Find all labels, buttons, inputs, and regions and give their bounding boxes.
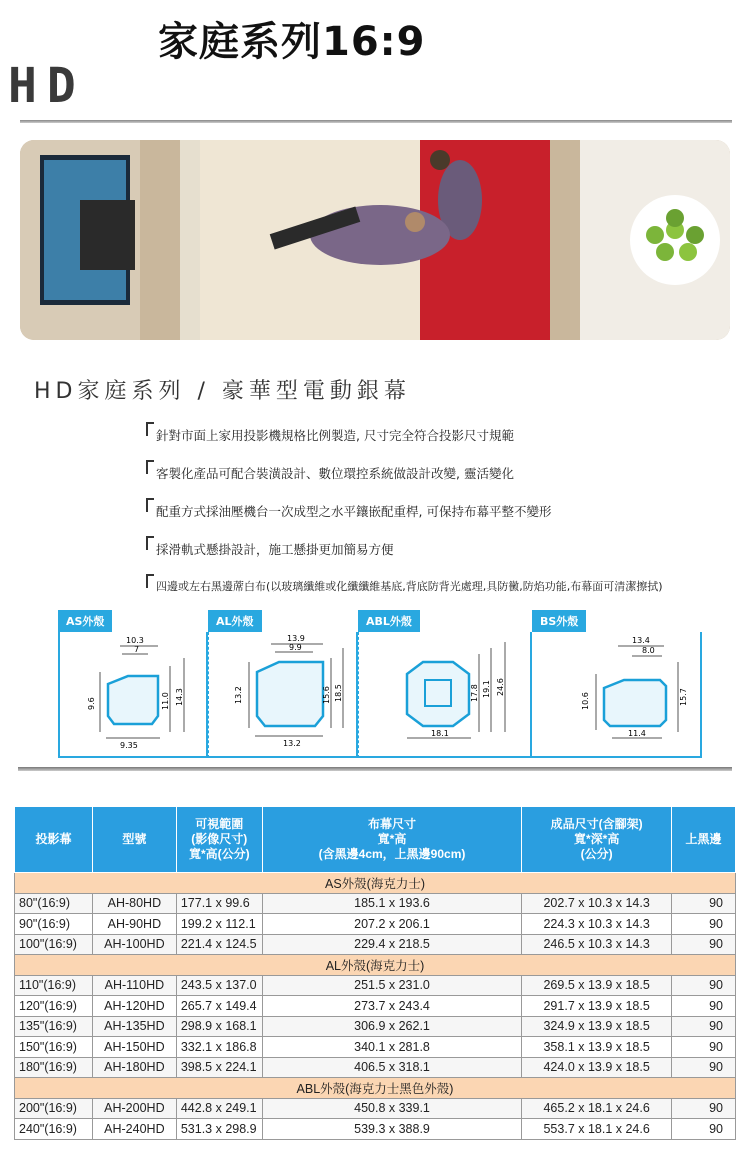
cell-screen-size: 251.5 x 231.0 xyxy=(262,975,522,996)
cell-screen-size: 340.1 x 281.8 xyxy=(262,1037,522,1058)
cell-top-black: 90 xyxy=(672,934,736,955)
cell-top-black: 90 xyxy=(672,1057,736,1078)
cell-visible-size: 221.4 x 124.5 xyxy=(176,934,262,955)
table-row xyxy=(15,1037,736,1058)
cell-model: AH-200HD xyxy=(92,1098,176,1119)
cell-product-size: 269.5 x 13.9 x 18.5 xyxy=(522,975,672,996)
col-header-product: 成品尺寸(含腳架) 寬*深*高 (公分) xyxy=(522,807,672,873)
cell-screen-size: 273.7 x 243.4 xyxy=(262,996,522,1017)
cell-visible-size: 199.2 x 112.1 xyxy=(176,914,262,935)
spec-table xyxy=(14,806,736,1140)
hero-photo xyxy=(20,140,730,340)
col-header-screen: 布幕尺寸 寬*高 (含黑邊4cm，上黑邊90cm) xyxy=(262,807,522,873)
section-subtitle: HD家庭系列 / 豪華型電動銀幕 xyxy=(34,379,411,404)
table-row xyxy=(15,1057,736,1078)
cell-top-black: 90 xyxy=(672,996,736,1017)
cell-screen-size: 406.5 x 318.1 xyxy=(262,1057,522,1078)
cell-projection-size: 100"(16:9) xyxy=(15,934,93,955)
dim-label: 15.7 xyxy=(679,688,688,706)
dim-label: 10.6 xyxy=(581,692,590,710)
bs-housing-diagram xyxy=(532,610,702,758)
cell-model: AH-80HD xyxy=(92,893,176,914)
cell-model: AH-100HD xyxy=(92,934,176,955)
dim-label: 24.6 xyxy=(496,678,505,696)
cell-screen-size: 229.4 x 218.5 xyxy=(262,934,522,955)
fruit-bowl xyxy=(630,195,720,285)
dim-label: 9.6 xyxy=(87,697,96,710)
cell-top-black: 90 xyxy=(672,914,736,935)
cell-top-black: 90 xyxy=(672,893,736,914)
page-header xyxy=(0,0,750,120)
dim-label: 9.35 xyxy=(120,741,138,750)
cell-projection-size: 135"(16:9) xyxy=(15,1016,93,1037)
group-label: AS外殼(海克力士) xyxy=(15,873,736,894)
dim-label: 13.4 xyxy=(632,636,650,645)
page-title: 家庭系列16:9 xyxy=(158,19,426,65)
cell-model: AH-120HD xyxy=(92,996,176,1017)
cell-top-black: 90 xyxy=(672,1119,736,1140)
cell-product-size: 291.7 x 13.9 x 18.5 xyxy=(522,996,672,1017)
al-profile-drawing xyxy=(209,632,355,756)
diagram-tag: AS外殼 xyxy=(58,610,112,632)
dim-label: 13.2 xyxy=(234,686,243,704)
cell-projection-size: 150"(16:9) xyxy=(15,1037,93,1058)
cell-model: AH-90HD xyxy=(92,914,176,935)
feature-list xyxy=(146,420,736,610)
table-row xyxy=(15,996,736,1017)
cell-product-size: 553.7 x 18.1 x 24.6 xyxy=(522,1119,672,1140)
al-housing-diagram xyxy=(208,610,358,758)
living-room-illustration xyxy=(20,140,730,340)
cell-top-black: 90 xyxy=(672,975,736,996)
table-row xyxy=(15,893,736,914)
feature-item: 配重方式採油壓機台一次成型之水平鑲嵌配重桿, 可保持布幕平整不變形 xyxy=(146,496,736,534)
cell-visible-size: 298.9 x 168.1 xyxy=(176,1016,262,1037)
table-row xyxy=(15,914,736,935)
dim-label: 15.6 xyxy=(322,686,331,704)
dim-label: 8.0 xyxy=(642,646,655,655)
dim-label: 9.9 xyxy=(289,643,302,652)
cell-model: AH-150HD xyxy=(92,1037,176,1058)
dim-label: 18.5 xyxy=(334,684,343,702)
feature-item: 客製化產品可配合裝潢設計、數位環控系統做設計改變, 靈活變化 xyxy=(146,458,736,496)
feature-item: 採滑軌式懸掛設計，施工懸掛更加簡易方便 xyxy=(146,534,736,572)
cell-projection-size: 90"(16:9) xyxy=(15,914,93,935)
diagram-tag: AL外殼 xyxy=(208,610,262,632)
col-header-model: 型號 xyxy=(92,807,176,873)
cell-projection-size: 80"(16:9) xyxy=(15,893,93,914)
cell-visible-size: 442.8 x 249.1 xyxy=(176,1098,262,1119)
dim-label: 13.9 xyxy=(287,634,305,643)
cell-visible-size: 243.5 x 137.0 xyxy=(176,975,262,996)
dim-label: 11.0 xyxy=(161,692,170,710)
cell-product-size: 224.3 x 10.3 x 14.3 xyxy=(522,914,672,935)
cell-product-size: 358.1 x 13.9 x 18.5 xyxy=(522,1037,672,1058)
dim-label: 19.1 xyxy=(482,680,491,698)
abl-profile-drawing xyxy=(359,632,529,756)
cell-product-size: 324.9 x 13.9 x 18.5 xyxy=(522,1016,672,1037)
cell-top-black: 90 xyxy=(672,1037,736,1058)
cell-top-black: 90 xyxy=(672,1016,736,1037)
table-row xyxy=(15,1098,736,1119)
cell-projection-size: 200"(16:9) xyxy=(15,1098,93,1119)
housing-diagrams xyxy=(58,610,702,760)
col-header-projection: 投影幕 xyxy=(15,807,93,873)
diagram-tag: ABL外殼 xyxy=(358,610,420,632)
col-header-visible: 可視範圍 (影像尺寸) 寬*高(公分) xyxy=(176,807,262,873)
cell-visible-size: 332.1 x 186.8 xyxy=(176,1037,262,1058)
cell-product-size: 465.2 x 18.1 x 24.6 xyxy=(522,1098,672,1119)
bs-profile-drawing xyxy=(532,632,700,756)
cell-top-black: 90 xyxy=(672,1098,736,1119)
spec-table-body xyxy=(15,873,736,1140)
as-housing-diagram xyxy=(58,610,208,758)
as-profile-drawing xyxy=(60,632,206,756)
section-divider xyxy=(18,767,732,771)
cell-model: AH-240HD xyxy=(92,1119,176,1140)
cell-model: AH-180HD xyxy=(92,1057,176,1078)
header-divider xyxy=(20,120,732,123)
table-group-row xyxy=(15,873,736,894)
cell-product-size: 246.5 x 10.3 x 14.3 xyxy=(522,934,672,955)
table-group-row xyxy=(15,1078,736,1099)
cell-screen-size: 185.1 x 193.6 xyxy=(262,893,522,914)
cell-screen-size: 306.9 x 262.1 xyxy=(262,1016,522,1037)
col-header-top-black: 上黑邊 xyxy=(672,807,736,873)
table-header-row xyxy=(15,807,736,873)
dim-label: 13.2 xyxy=(283,739,301,748)
cell-model: AH-135HD xyxy=(92,1016,176,1037)
dim-label: 10.3 xyxy=(126,636,144,645)
cell-visible-size: 265.7 x 149.4 xyxy=(176,996,262,1017)
cell-screen-size: 539.3 x 388.9 xyxy=(262,1119,522,1140)
cell-projection-size: 120"(16:9) xyxy=(15,996,93,1017)
cell-screen-size: 450.8 x 339.1 xyxy=(262,1098,522,1119)
dim-label: 18.1 xyxy=(431,729,449,738)
table-row xyxy=(15,1016,736,1037)
cell-product-size: 424.0 x 13.9 x 18.5 xyxy=(522,1057,672,1078)
cell-visible-size: 398.5 x 224.1 xyxy=(176,1057,262,1078)
cell-visible-size: 531.3 x 298.9 xyxy=(176,1119,262,1140)
cell-projection-size: 240"(16:9) xyxy=(15,1119,93,1140)
diagram-tag: BS外殼 xyxy=(532,610,586,632)
dim-label: 7 xyxy=(134,645,140,654)
cell-model: AH-110HD xyxy=(92,975,176,996)
cell-product-size: 202.7 x 10.3 x 14.3 xyxy=(522,893,672,914)
table-row xyxy=(15,975,736,996)
cell-projection-size: 180"(16:9) xyxy=(15,1057,93,1078)
table-group-row xyxy=(15,955,736,976)
dim-label: 14.3 xyxy=(175,688,184,706)
dim-label: 17.8 xyxy=(470,684,479,702)
hd-logo: HD xyxy=(8,58,86,114)
table-row xyxy=(15,1119,736,1140)
group-label: AL外殼(海克力士) xyxy=(15,955,736,976)
cell-visible-size: 177.1 x 99.6 xyxy=(176,893,262,914)
abl-housing-diagram xyxy=(358,610,532,758)
cell-projection-size: 110"(16:9) xyxy=(15,975,93,996)
dim-label: 11.4 xyxy=(628,729,646,738)
table-row xyxy=(15,934,736,955)
group-label: ABL外殼(海克力士黑色外殼) xyxy=(15,1078,736,1099)
feature-item: 四邊或左右黑邊蓆白布(以玻璃纖維或化纖纖維基底,背底防背光處理,具防黴,防焰功能,布幕面可清潔擦拭) xyxy=(146,572,736,610)
feature-item: 針對市面上家用投影機規格比例製造, 尺寸完全符合投影尺寸規範 xyxy=(146,420,736,458)
cell-screen-size: 207.2 x 206.1 xyxy=(262,914,522,935)
